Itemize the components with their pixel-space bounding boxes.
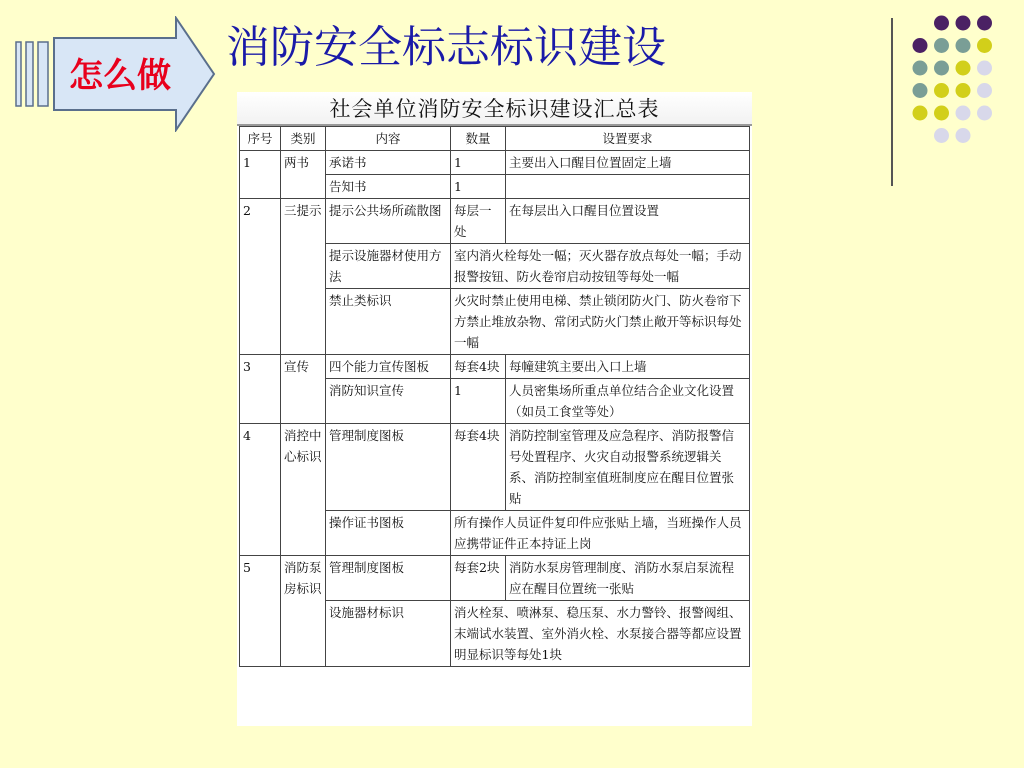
row-requirement: 主要出入口醒目位置固定上墙 [506, 151, 750, 175]
summary-table [239, 126, 750, 667]
header-quantity: 数量 [451, 127, 506, 151]
row-requirement: 火灾时禁止使用电梯、禁止锁闭防火门、防火卷帘下方禁止堆放杂物、常闭式防火门禁止敞开等标识每处一幅 [451, 289, 750, 355]
row-requirement [506, 175, 750, 199]
decorative-dot [934, 106, 949, 121]
decorative-dot [956, 106, 971, 121]
table-row [240, 151, 750, 175]
decorative-dot [934, 61, 949, 76]
row-category: 三提示 [281, 199, 326, 355]
decorative-dot [977, 61, 992, 76]
row-requirement: 每幢建筑主要出入口上墙 [506, 355, 750, 379]
row-quantity: 每层一处 [451, 199, 506, 244]
row-quantity: 每套4块 [451, 355, 506, 379]
divider-line [891, 18, 893, 186]
decorative-dot [977, 106, 992, 121]
table-header-row [240, 127, 750, 151]
row-quantity: 1 [451, 379, 506, 424]
decorative-dot [913, 38, 928, 53]
row-number: 4 [240, 424, 281, 556]
row-category: 消控中心标识 [281, 424, 326, 556]
row-number: 2 [240, 199, 281, 355]
row-category: 宣传 [281, 355, 326, 424]
decorative-dot [913, 83, 928, 98]
decorative-dot [956, 16, 971, 31]
row-content: 四个能力宣传图板 [326, 355, 451, 379]
header-category: 类别 [281, 127, 326, 151]
decorative-dot [956, 128, 971, 143]
header-content: 内容 [326, 127, 451, 151]
row-number: 5 [240, 556, 281, 667]
decorative-dot [956, 61, 971, 76]
decorative-dot [977, 16, 992, 31]
slide-title: 消防安全标志标识建设 [226, 22, 666, 73]
row-content: 消防知识宣传 [326, 379, 451, 424]
decorative-dot [913, 106, 928, 121]
row-quantity: 每套4块 [451, 424, 506, 511]
table-row [240, 424, 750, 511]
row-number: 3 [240, 355, 281, 424]
how-to-label: 怎么做 [69, 56, 171, 96]
header-number: 序号 [240, 127, 281, 151]
decorative-dot [977, 83, 992, 98]
table-row [240, 355, 750, 379]
row-content: 告知书 [326, 175, 451, 199]
row-requirement: 消防控制室管理及应急程序、消防报警信号处置程序、火灾自动报警系统逻辑关系、消防控制室值班制度应在醒目位置张贴 [506, 424, 750, 511]
decorative-dot [934, 16, 949, 31]
row-requirement: 在每层出入口醒目位置设置 [506, 199, 750, 244]
decorative-dot [913, 61, 928, 76]
row-requirement: 消防水泵房管理制度、消防水泵启泵流程应在醒目位置统一张贴 [506, 556, 750, 601]
table-title: 社会单位消防安全标识建设汇总表 [237, 92, 752, 126]
header-requirement: 设置要求 [506, 127, 750, 151]
row-content: 操作证书图板 [326, 511, 451, 556]
decorative-dot [977, 38, 992, 53]
row-requirement: 消火栓泵、喷淋泵、稳压泵、水力警铃、报警阀组、末端试水装置、室外消火栓、水泵接合器等都应设置明显标识等每处1块 [451, 601, 750, 667]
decorative-dot-grid [910, 14, 1010, 164]
row-content: 设施器材标识 [326, 601, 451, 667]
decorative-dot [956, 83, 971, 98]
row-category: 消防泵房标识 [281, 556, 326, 667]
decorative-dot [934, 38, 949, 53]
row-requirement: 所有操作人员证件复印件应张贴上墙，当班操作人员应携带证件正本持证上岗 [451, 511, 750, 556]
row-content: 管理制度图板 [326, 424, 451, 511]
row-content: 管理制度图板 [326, 556, 451, 601]
row-quantity: 1 [451, 175, 506, 199]
row-requirement: 室内消火栓每处一幅；灭火器存放点每处一幅；手动报警按钮、防火卷帘启动按钮等每处一幅 [451, 244, 750, 289]
decorative-dot [956, 38, 971, 53]
table-row [240, 199, 750, 244]
row-content: 提示设施器材使用方法 [326, 244, 451, 289]
decorative-dot [934, 83, 949, 98]
row-category: 两书 [281, 151, 326, 199]
row-content: 禁止类标识 [326, 289, 451, 355]
summary-table-image [237, 92, 752, 726]
row-number: 1 [240, 151, 281, 199]
row-content: 承诺书 [326, 151, 451, 175]
table-row [240, 556, 750, 601]
row-quantity: 1 [451, 151, 506, 175]
row-requirement: 人员密集场所重点单位结合企业文化设置（如员工食堂等处） [506, 379, 750, 424]
decorative-dot [934, 128, 949, 143]
row-content: 提示公共场所疏散图 [326, 199, 451, 244]
row-quantity: 每套2块 [451, 556, 506, 601]
